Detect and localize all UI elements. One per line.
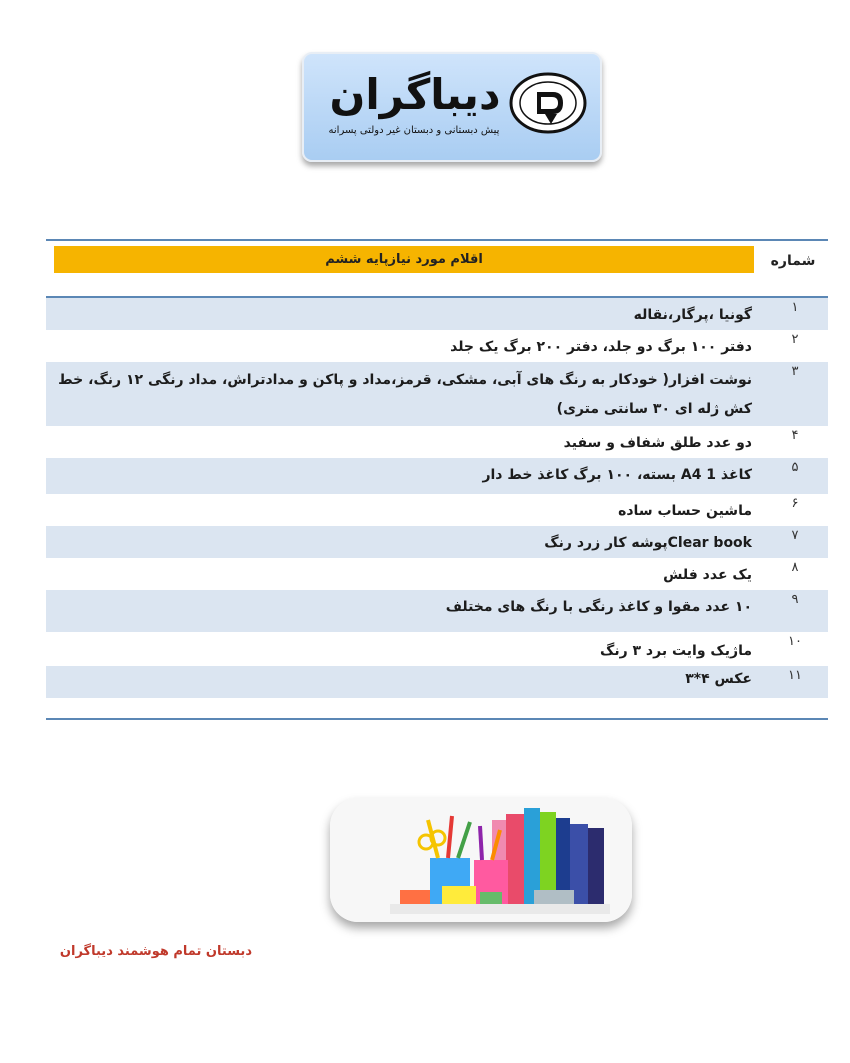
row-text: یک عدد فلش <box>663 567 752 583</box>
row-number: ۷ <box>791 528 799 543</box>
row-number: ۶ <box>791 496 799 511</box>
row-text: ماشین حساب ساده <box>618 503 752 519</box>
row-number: ۱۰ <box>788 634 802 649</box>
logo-name: دیباگران <box>329 70 501 119</box>
table-row <box>46 590 828 632</box>
row-number: ۱۱ <box>788 668 802 683</box>
logo-subtitle: پیش دبستانی و دبستان غیر دولتی پسرانه <box>328 125 500 136</box>
table-top-rule <box>46 239 828 241</box>
row-number: ۱ <box>791 300 799 315</box>
table-bottom-rule <box>46 718 828 720</box>
footer-school-name: دبستان تمام هوشمند دیباگران <box>59 944 252 959</box>
table-title-bar: اقلام مورد نیازپایه ششم <box>54 246 754 273</box>
table-row <box>46 526 828 558</box>
row-number: ۸ <box>791 560 799 575</box>
row-text: نوشت افزار( خودکار به رنگ های آبی، مشکی، قرمز،مداد و پاکن و مدادتراش، مداد رنگی ۱۲ رنگ، خط کش ژله ای ۳۰ سانتی متری) <box>58 372 752 417</box>
table-row <box>46 494 828 526</box>
row-number: ۳ <box>791 364 799 379</box>
table-row <box>46 666 828 698</box>
row-text: کاغذ A4 1 بسته، ۱۰۰ برگ کاغذ خط دار <box>482 467 752 483</box>
stationery-image <box>330 798 632 922</box>
table-row <box>46 632 828 666</box>
row-text: ماژیک وایت برد ۳ رنگ <box>599 643 752 659</box>
row-number: ۵ <box>791 460 799 475</box>
stationery-illustration-icon <box>330 798 632 922</box>
table-row <box>46 458 828 494</box>
table-row <box>46 330 828 362</box>
row-text: دفتر ۱۰۰ برگ دو جلد، دفتر ۲۰۰ برگ یک جلد <box>450 339 752 355</box>
table-row <box>46 362 828 426</box>
school-logo <box>302 52 602 162</box>
row-number: ۹ <box>791 592 799 607</box>
row-text: گونیا ،پرگار،نقاله <box>633 307 752 323</box>
row-text: Clear bookپوشه کار زرد رنگ <box>544 535 752 551</box>
school-emblem-icon <box>509 72 587 134</box>
row-text: دو عدد طلق شفاف و سفید <box>563 435 752 451</box>
table-row <box>46 426 828 458</box>
row-number: ۲ <box>791 332 799 347</box>
table-row <box>46 558 828 590</box>
row-number: ۴ <box>791 428 799 443</box>
row-text: عکس ۴*۳ <box>685 671 752 687</box>
table-row <box>46 298 828 330</box>
number-column-header: شماره <box>770 253 816 269</box>
row-text: ۱۰ عدد مقوا و کاغذ رنگی با رنگ های مختلف <box>445 599 752 615</box>
